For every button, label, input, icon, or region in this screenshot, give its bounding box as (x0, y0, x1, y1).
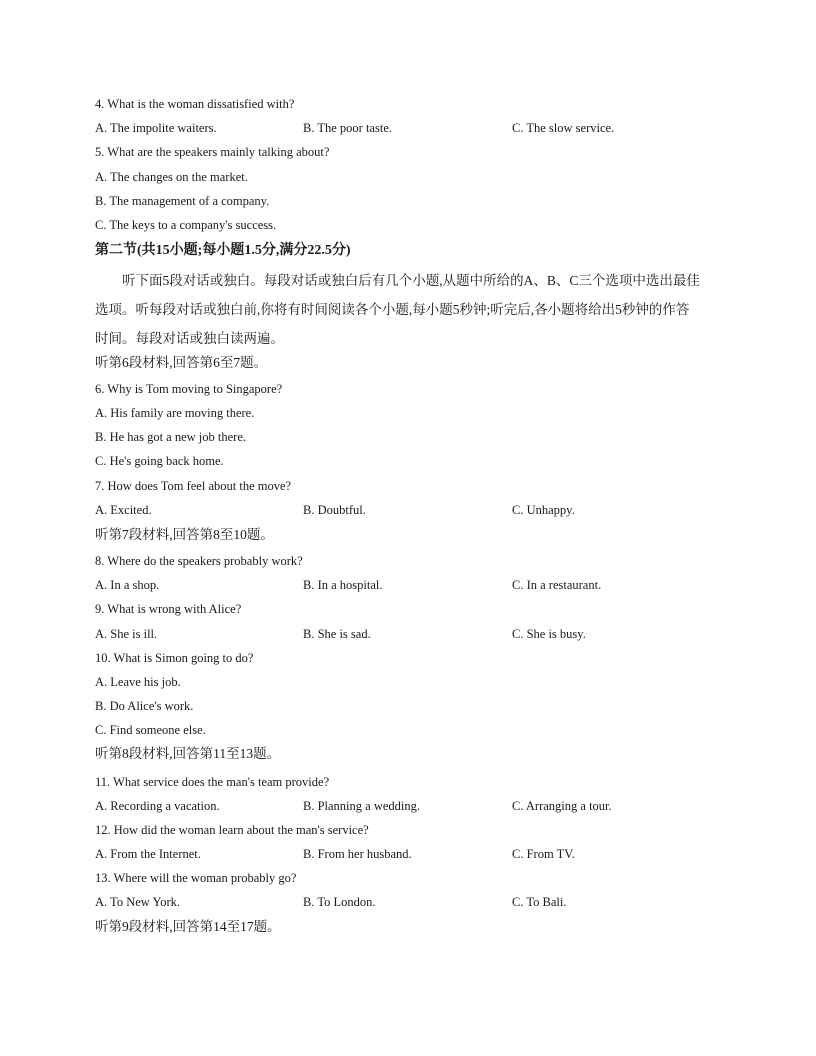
section-heading: 第二节(共15小题;每小题1.5分,满分22.5分) (95, 243, 351, 258)
question-6-option-c: C. He's going back home. (95, 454, 224, 468)
question-5-option-b: B. The management of a company. (95, 194, 270, 208)
question-8-option-c: C. In a restaurant. (512, 578, 602, 592)
question-11-option-b: B. Planning a wedding. (303, 799, 421, 813)
question-10-stem: 10. What is Simon going to do? (95, 651, 254, 665)
question-6-option-b: B. He has got a new job there. (95, 430, 247, 444)
question-4-stem: 4. What is the woman dissatisfied with? (95, 97, 295, 111)
question-11-option-c: C. Arranging a tour. (512, 799, 612, 813)
material-8-label: 听第8段材料,回答第11至13题。 (95, 746, 281, 761)
question-11-stem: 11. What service does the man's team provide? (95, 775, 330, 789)
question-10-option-c: C. Find someone else. (95, 723, 206, 737)
question-12-stem: 12. How did the woman learn about the man's service? (95, 823, 369, 837)
instructions-line-1: 听下面5段对话或独白。每段对话或独白后有几个小题,从题中所给的A、B、C三个选项中选出最佳 (122, 273, 700, 288)
question-13-option-a: A. To New York. (95, 895, 181, 909)
question-10-option-b: B. Do Alice's work. (95, 699, 194, 713)
question-5-option-a: A. The changes on the market. (95, 170, 248, 184)
instructions-line-3: 时间。每段对话或独白读两遍。 (95, 331, 284, 346)
material-6-label: 听第6段材料,回答第6至7题。 (95, 355, 268, 370)
question-10-option-a: A. Leave his job. (95, 675, 181, 689)
question-4-option-a: A. The impolite waiters. (95, 121, 217, 135)
section-instructions (95, 266, 721, 353)
question-7-option-b: B. Doubtful. (303, 503, 366, 517)
instructions-line-2: 选项。听每段对话或独白前,你将有时间阅读各个小题,每小题5秒钟;听完后,各小题将给出5秒钟的作答 (95, 302, 690, 317)
question-7-option-a: A. Excited. (95, 503, 152, 517)
question-4-option-b: B. The poor taste. (303, 121, 392, 135)
material-9-label: 听第9段材料,回答第14至17题。 (95, 919, 281, 934)
question-12-option-a: A. From the Internet. (95, 847, 201, 861)
question-13-option-c: C. To Bali. (512, 895, 567, 909)
question-7-option-c: C. Unhappy. (512, 503, 575, 517)
question-9-stem: 9. What is wrong with Alice? (95, 602, 242, 616)
question-6-option-a: A. His family are moving there. (95, 406, 255, 420)
question-6-stem: 6. Why is Tom moving to Singapore? (95, 382, 283, 396)
question-9-option-b: B. She is sad. (303, 627, 371, 641)
question-9-option-c: C. She is busy. (512, 627, 586, 641)
question-13-option-b: B. To London. (303, 895, 376, 909)
question-5-stem: 5. What are the speakers mainly talking about? (95, 145, 330, 159)
question-7-stem: 7. How does Tom feel about the move? (95, 479, 292, 493)
question-11-option-a: A. Recording a vacation. (95, 799, 220, 813)
question-12-option-c: C. From TV. (512, 847, 575, 861)
question-8-option-b: B. In a hospital. (303, 578, 383, 592)
question-5-option-c: C. The keys to a company's success. (95, 218, 277, 232)
question-4-option-c: C. The slow service. (512, 121, 615, 135)
question-9-option-a: A. She is ill. (95, 627, 158, 641)
question-13-stem: 13. Where will the woman probably go? (95, 871, 297, 885)
material-7-label: 听第7段材料,回答第8至10题。 (95, 527, 274, 542)
question-8-stem: 8. Where do the speakers probably work? (95, 554, 303, 568)
question-8-option-a: A. In a shop. (95, 578, 160, 592)
question-12-option-b: B. From her husband. (303, 847, 412, 861)
